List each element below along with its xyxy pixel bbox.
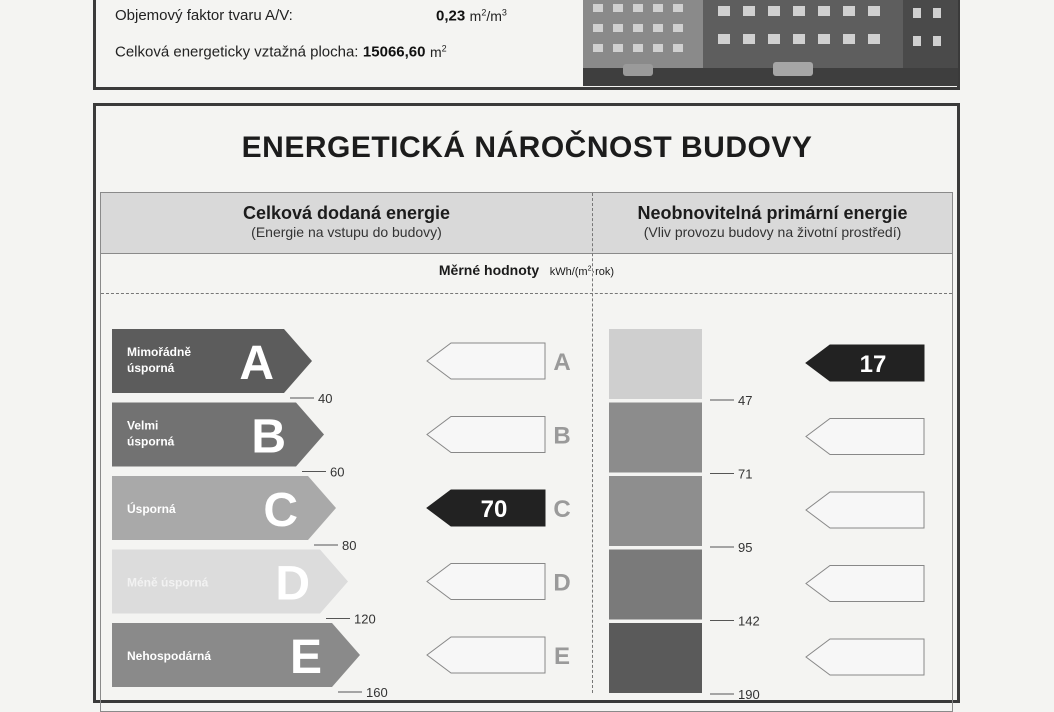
delivered-boundary-label: 60 [330, 464, 345, 480]
delivered-indicator-letter-a: A [553, 349, 571, 376]
shape-factor-label: Objemový faktor tvaru A/V: [115, 7, 293, 24]
energy-class-label-e: Nehospodárná [127, 649, 212, 663]
primary-indicator-b [806, 419, 924, 455]
delivered-boundary-label: 80 [342, 538, 357, 553]
delivered-boundary-label: 120 [354, 611, 376, 627]
specific-values-label: Měrné hodnoty [438, 262, 540, 278]
area-unit: $m^2$ [429, 43, 447, 60]
delivered-indicator-e [427, 637, 545, 673]
delivered-boundary-label: 160 [366, 685, 388, 700]
delivered-indicator-letter-b: B [553, 422, 571, 450]
primary-value: 17 [859, 351, 887, 378]
primary-boundary-label: 190 [738, 687, 760, 702]
delivered-indicator-b [427, 417, 545, 453]
primary-boundary-label: 95 [738, 540, 753, 555]
energy-class-letter-c: C [263, 484, 298, 537]
delivered-energy-subtitle: (Energie na vstupu do budovy) [251, 224, 442, 240]
primary-boundary-label: 47 [738, 393, 753, 408]
primary-class-block-c [609, 476, 702, 546]
delivered-indicator-d [427, 564, 545, 600]
area-label: Celková energeticky vztažná plocha: [115, 43, 359, 61]
primary-boundary-label: 71 [738, 466, 753, 482]
energy-class-label-b: úsporná [127, 434, 175, 449]
delivered-energy-title: Celková dodaná energie [242, 203, 451, 223]
primary-indicator-e [806, 639, 924, 675]
energy-class-label-d: Méně úsporná [127, 575, 209, 590]
page-title: ENERGETICKÁ NÁROČNOST BUDOVY [241, 131, 813, 164]
delivered-boundary-label: 40 [318, 391, 333, 406]
primary-indicator-d [806, 566, 924, 602]
energy-class-label-a: Mimořádně [127, 345, 192, 359]
shape-factor-value: 0,23 [436, 7, 466, 25]
primary-class-block-a [609, 329, 702, 399]
energy-class-letter-a: A [239, 337, 274, 390]
energy-class-letter-e: E [289, 631, 322, 684]
primary-class-block-b [609, 403, 702, 473]
primary-energy-title: Neobnovitelná primární energie [637, 203, 908, 223]
delivered-value: 70 [480, 496, 508, 523]
shape-factor-unit: $m^2/m^3$ [469, 7, 507, 24]
delivered-indicator-letter-d: D [553, 569, 571, 597]
energy-class-letter-b: B [251, 410, 286, 464]
energy-class-label-a: úsporná [127, 361, 175, 375]
primary-indicator-c [806, 492, 924, 528]
specific-values-unit: kWh/$(m^2\cdot rok)$ [549, 265, 615, 278]
delivered-indicator-letter-c: C [553, 496, 571, 523]
energy-class-letter-d: D [275, 557, 310, 611]
primary-class-block-e [609, 623, 702, 693]
primary-energy-subtitle: (Vliv provozu budovy na životní prostředí) [643, 224, 902, 240]
energy-class-label-b: Velmi [127, 418, 159, 433]
delivered-indicator-a [427, 343, 545, 379]
energy-class-label-c: Úsporná [127, 502, 176, 516]
primary-class-block-d [609, 550, 702, 620]
area-value: 15066,60 [362, 43, 426, 61]
delivered-indicator-letter-e: E [553, 643, 571, 670]
primary-boundary-label: 142 [738, 613, 760, 629]
